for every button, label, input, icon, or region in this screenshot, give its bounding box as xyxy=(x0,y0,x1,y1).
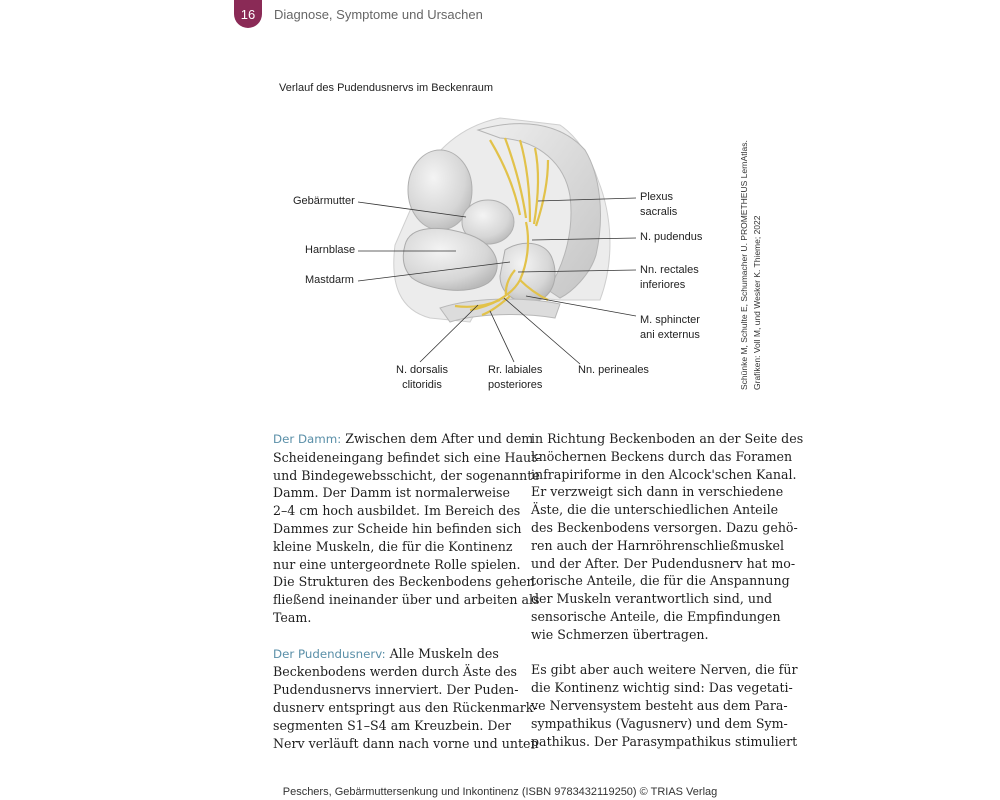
text-line: und der After. Der Pudendusnerv hat mo- xyxy=(531,555,796,571)
label-nn-perineales: Nn. perineales xyxy=(578,364,649,376)
label-plexus-line-2: sacralis xyxy=(640,206,678,218)
text-line: Pudendusnervs innerviert. Der Puden- xyxy=(273,682,519,698)
label-sphincter-line-1: M. sphincter xyxy=(640,314,700,326)
label-m-sphincter xyxy=(640,313,700,343)
text-line: ve Nervensystem besteht aus dem Para- xyxy=(531,697,788,713)
text-line: torische Anteile, die für die Anspannung xyxy=(531,573,790,589)
label-rr-labiales xyxy=(488,363,542,393)
page-number: 16 xyxy=(234,0,262,28)
pudendus-text: Alle Muskeln des xyxy=(385,645,499,661)
label-dorsalis-line-2: clitoridis xyxy=(402,379,442,391)
label-labiales-line-2: posteriores xyxy=(488,379,543,391)
damm-line-1 xyxy=(273,430,534,449)
label-n-dorsalis xyxy=(396,363,448,393)
label-n-pudendus: N. pudendus xyxy=(640,231,703,243)
text-line: der Muskeln verantwortlich sind, und xyxy=(531,591,773,607)
text-line: Nerv verläuft dann nach vorne und unten xyxy=(273,735,539,751)
text-line: in Richtung Beckenboden an der Seite des xyxy=(531,431,804,446)
label-mastdarm: Mastdarm xyxy=(305,274,354,286)
text-line: die Kontinenz wichtig sind: Das vegetati- xyxy=(531,680,793,696)
text-column-right xyxy=(531,430,804,768)
running-head: Diagnose, Symptome und Ursachen xyxy=(274,7,483,22)
footer-citation: Peschers, Gebärmuttersenkung und Inkontinenz (ISBN 9783432119250) © TRIAS Verlag xyxy=(282,786,718,798)
text-line: fließend ineinander über und arbeiten als xyxy=(273,592,540,608)
text-line: wie Schmerzen übertragen. xyxy=(531,626,709,642)
text-line: pathikus. Der Parasympathikus stimuliert xyxy=(531,733,798,749)
label-plexus-line-1: Plexus xyxy=(640,191,674,203)
text-line: 2–4 cm hoch ausbildet. Im Bereich des xyxy=(273,503,521,519)
paragraph-nerve-course xyxy=(531,430,804,644)
text-line: und Bindegewebsschicht, der sogenannte xyxy=(273,467,540,483)
text-line: Er verzweigt sich dann in verschiedene xyxy=(531,484,784,500)
text-line: ren auch der Harnröhrenschließmuskel xyxy=(531,537,785,553)
text-line: Dammes zur Scheide hin befinden sich xyxy=(273,520,522,536)
label-rectales-line-1: Nn. rectales xyxy=(640,264,699,276)
credit-line-2: Grafiken: Voll M, und Wesker K. Thieme; 2022 xyxy=(752,215,762,390)
lead-pudendusnerv: Der Pudendusnerv: xyxy=(273,646,386,661)
text-column-left xyxy=(273,430,541,770)
label-gebaermutter: Gebärmutter xyxy=(293,195,355,207)
text-line: Damm. Der Damm ist normalerweise xyxy=(273,485,510,501)
label-labiales-line-1: Rr. labiales xyxy=(488,364,543,376)
pudendus-line-1 xyxy=(273,645,513,664)
text-line: infrapiriforme in den Alcock'schen Kanal. xyxy=(531,466,797,482)
paragraph-pudendusnerv xyxy=(273,645,539,753)
text-line: knöchernen Beckens durch das Foramen xyxy=(531,448,793,464)
paragraph-damm xyxy=(273,430,541,627)
text-line: nur eine untergeordnete Rolle spielen. xyxy=(273,556,521,572)
label-plexus-sacralis xyxy=(640,190,677,220)
figure-credit xyxy=(738,120,778,390)
text-line: sympathikus (Vagusnerv) und dem Sym- xyxy=(531,715,788,731)
text-line: kleine Muskeln, die für die Kontinenz xyxy=(273,538,513,554)
text-line: Äste, die die unterschiedlichen Anteile xyxy=(531,502,779,518)
text-line: Team. xyxy=(273,609,312,625)
damm-text: Zwischen dem After und dem xyxy=(341,431,534,446)
text-line: Die Strukturen des Beckenbodens gehen xyxy=(273,574,535,590)
label-harnblase: Harnblase xyxy=(305,244,356,256)
text-line: dusnerv entspringt aus den Rückenmark- xyxy=(273,699,538,715)
label-rectales-line-2: inferiores xyxy=(640,279,686,291)
text-line: sensorische Anteile, die Empfindungen xyxy=(531,608,781,624)
text-line: des Beckenbodens versorgen. Dazu gehö- xyxy=(531,519,798,535)
text-line: Scheideneingang befindet sich eine Haut- xyxy=(273,449,541,465)
label-nn-rectales xyxy=(640,263,699,293)
paragraph-other-nerves xyxy=(531,661,798,750)
lead-damm: Der Damm: xyxy=(273,432,342,446)
text-line: segmenten S1–S4 am Kreuzbein. Der xyxy=(273,717,512,733)
text-line: Es gibt aber auch weitere Nerven, die für xyxy=(531,662,798,678)
text-line: Beckenbodens werden durch Äste des xyxy=(273,664,517,680)
label-dorsalis-line-1: N. dorsalis xyxy=(396,364,448,376)
figure-title: Verlauf des Pudendusnervs im Beckenraum xyxy=(279,82,494,94)
label-sphincter-line-2: ani externus xyxy=(640,329,700,341)
credit-line-1: Schünke M, Schulte E, Schumacher U. PROMETHEUS LernAtlas. xyxy=(739,140,749,390)
